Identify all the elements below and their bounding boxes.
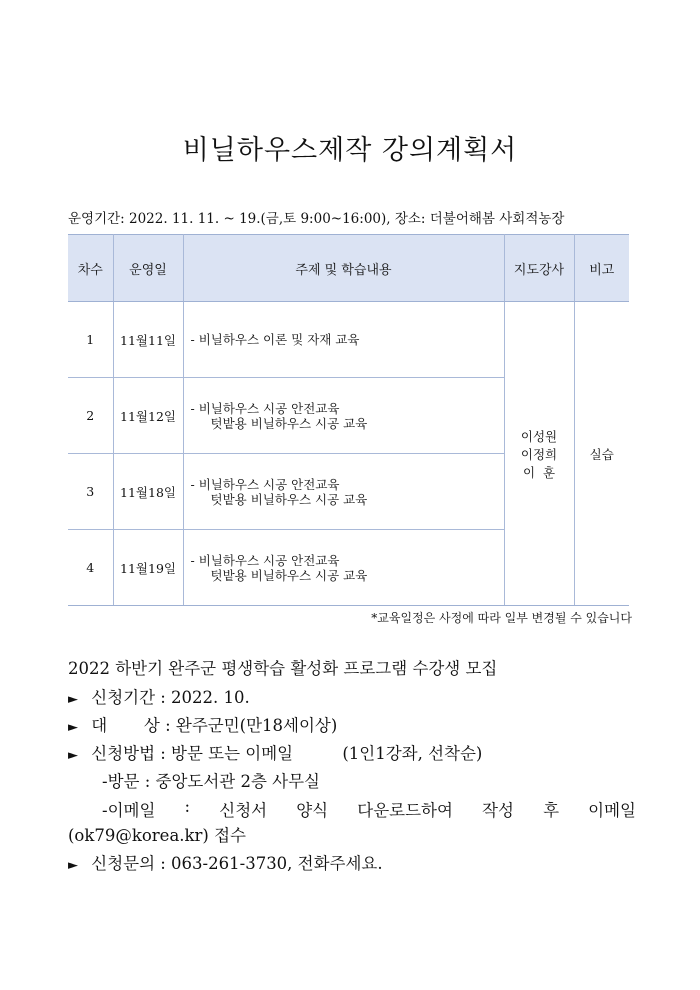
notice-heading: 2022 하반기 완주군 평생학습 활성화 프로그램 수강생 모집	[68, 659, 498, 678]
notice-method-extra: (1인1강좌, 선착순)	[342, 744, 483, 763]
notice-inquiry	[68, 850, 638, 874]
notice-period-text: 신청기간 : 2022. 10.	[91, 688, 250, 707]
session-date: 11월11일	[113, 302, 183, 378]
notice-method-text: 신청방법 : 방문 또는 이메일	[91, 744, 294, 763]
notice-target	[68, 712, 638, 736]
instructor-name: 이 훈	[522, 464, 556, 480]
content-line: - 비닐하우스 이론 및 자재 교육	[190, 332, 360, 347]
content-line: - 비닐하우스 시공 안전교육	[190, 476, 340, 492]
session-number: 3	[68, 454, 113, 530]
header-content: 주제 및 학습내용	[183, 235, 504, 302]
notice-email	[68, 797, 638, 821]
notice-method	[68, 740, 638, 764]
document-title: 비닐하우스제작 강의계획서	[182, 135, 518, 166]
notice-inquiry-text: 신청문의 : 063-261-3730, 전화주세요.	[91, 854, 383, 873]
bullet-icon: ►	[68, 748, 78, 763]
notice-visit: -방문 : 중앙도서관 2층 사무실	[102, 772, 320, 791]
bullet-icon: ►	[68, 858, 78, 873]
table-header-row	[68, 235, 629, 302]
content-line: - 비닐하우스 시공 안전교육	[190, 400, 340, 416]
notice-email-continued: (ok79@korea.kr) 접수	[68, 826, 246, 845]
table-row	[68, 302, 629, 378]
email-word: 이메일	[588, 801, 636, 820]
email-word: 작성	[482, 801, 514, 820]
email-word: 양식	[296, 801, 329, 820]
bullet-icon: ►	[68, 692, 78, 707]
session-date: 11월12일	[113, 378, 183, 454]
content-line: 텃밭용 비닐하우스 시공 교육	[210, 415, 368, 431]
operation-period: 운영기간: 2022. 11. 11. ~ 19.(금,토 9:00~16:00), 장소: 더불어해봄 사회적농장	[68, 211, 565, 227]
session-content	[183, 378, 504, 454]
session-content	[183, 302, 504, 378]
schedule-table	[68, 234, 629, 606]
header-session: 차수	[68, 235, 113, 302]
session-number: 4	[68, 530, 113, 606]
schedule-note: *교육일정은 사정에 따라 일부 변경될 수 있습니다	[371, 611, 632, 625]
header-instructor: 지도강사	[504, 235, 574, 302]
content-line: - 비닐하우스 시공 안전교육	[190, 552, 340, 568]
session-date: 11월18일	[113, 454, 183, 530]
email-word: 다운로드하여	[357, 801, 453, 820]
session-number: 2	[68, 378, 113, 454]
session-content	[183, 454, 504, 530]
content-line: 텃밭용 비닐하우스 시공 교육	[210, 491, 368, 507]
session-number: 1	[68, 302, 113, 378]
notice-target-text: 대 상 : 완주군민(만18세이상)	[91, 716, 338, 735]
bullet-icon: ►	[68, 720, 78, 735]
instructor-name: 이성원	[520, 428, 558, 444]
email-word: 신청서	[219, 801, 268, 820]
session-content	[183, 530, 504, 606]
email-word: -이메일	[102, 801, 156, 820]
email-word: 후	[543, 801, 560, 820]
session-date: 11월19일	[113, 530, 183, 606]
instructor-cell	[504, 302, 574, 606]
notice-period	[68, 684, 638, 708]
content-line: 텃밭용 비닐하우스 시공 교육	[210, 567, 368, 583]
header-date: 운영일	[113, 235, 183, 302]
header-remark: 비고	[574, 235, 629, 302]
instructor-name: 이정희	[520, 446, 558, 462]
email-word: :	[184, 797, 191, 816]
remark-cell: 실습	[574, 302, 629, 606]
